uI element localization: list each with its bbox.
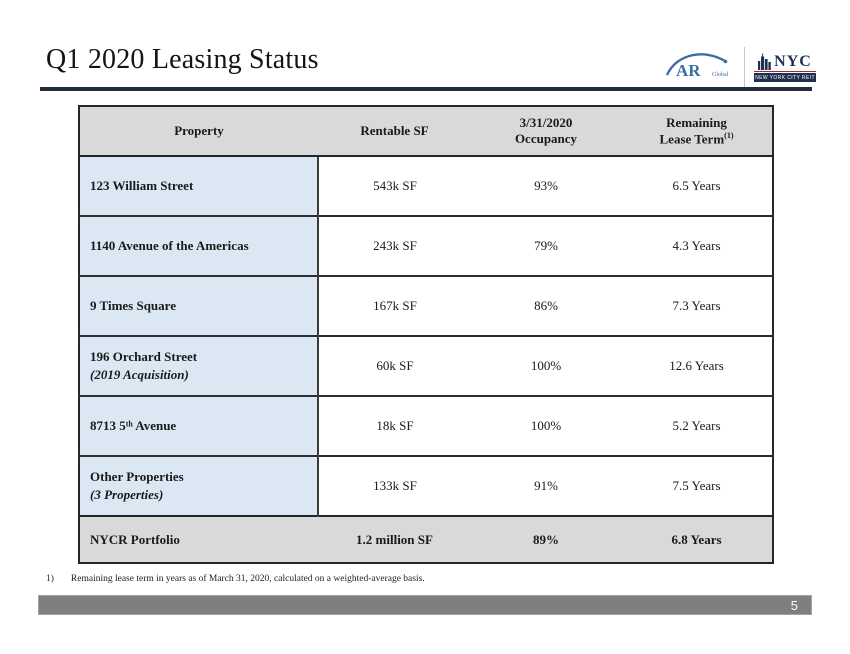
lease-term-cell: 12.6 Years <box>621 336 773 396</box>
property-cell: Other Properties (3 Properties) <box>79 456 318 516</box>
lease-term-cell: 5.2 Years <box>621 396 773 456</box>
occupancy-cell: 79% <box>471 216 621 276</box>
property-cell: 196 Orchard Street (2019 Acquisition) <box>79 336 318 396</box>
property-cell: 9 Times Square <box>79 276 318 336</box>
rentable-sf-cell: 543k SF <box>318 156 471 216</box>
property-cell: 123 William Street <box>79 156 318 216</box>
total-lease-term-cell: 6.8 Years <box>621 516 773 563</box>
table-row <box>79 396 773 456</box>
title-underline <box>40 87 812 91</box>
nyc-logo-tagline: NEW YORK CITY REIT <box>755 74 815 81</box>
occupancy-cell: 91% <box>471 456 621 516</box>
property-cell: 8713 5ᵗʰ Avenue <box>79 396 318 456</box>
page-title: Q1 2020 Leasing Status <box>46 44 319 75</box>
occupancy-cell: 93% <box>471 156 621 216</box>
ar-global-logo <box>665 47 735 87</box>
leasing-table <box>78 105 774 564</box>
column-header-rentable-sf: Rentable SF <box>318 106 471 156</box>
rentable-sf-cell: 243k SF <box>318 216 471 276</box>
lease-term-cell: 7.3 Years <box>621 276 773 336</box>
property-cell: 1140 Avenue of the Americas <box>79 216 318 276</box>
nyc-reit-logo <box>754 53 816 82</box>
table-row <box>79 276 773 336</box>
nyc-logo-text: NYC <box>774 52 812 70</box>
footnote-text: Remaining lease term in years as of March 31, 2020, calculated on a weighted-average basis. <box>70 574 425 584</box>
column-header-lease-term: Remaining Lease Term$^{(1)}$ <box>621 106 773 156</box>
ar-swoosh-dot-icon <box>724 60 728 64</box>
ar-logo-suffix: Global <box>712 72 729 78</box>
footnote-superscript: (1) <box>724 130 734 140</box>
nyc-red-rule <box>754 71 816 73</box>
total-rentable-sf-cell: 1.2 million SF <box>318 516 471 563</box>
footer-bar <box>38 595 812 615</box>
logo-divider <box>744 47 745 87</box>
footnote-marker: 1) <box>46 574 54 584</box>
rentable-sf-cell: 18k SF <box>318 396 471 456</box>
occupancy-cell: 86% <box>471 276 621 336</box>
lease-term-cell: 4.3 Years <box>621 216 773 276</box>
occupancy-cell: 100% <box>471 336 621 396</box>
footnote <box>46 574 425 584</box>
total-occupancy-cell: 89% <box>471 516 621 563</box>
column-header-property: Property <box>79 106 318 156</box>
header-logos <box>665 46 816 88</box>
page-number: 5 <box>790 598 798 613</box>
lease-term-cell: 6.5 Years <box>621 156 773 216</box>
column-header-occupancy: 3/31/2020 Occupancy <box>471 106 621 156</box>
table-row <box>79 156 773 216</box>
total-row <box>79 516 773 563</box>
ar-logo-text: AR <box>676 61 701 80</box>
table-row <box>79 336 773 396</box>
table-row <box>79 216 773 276</box>
rentable-sf-cell: 133k SF <box>318 456 471 516</box>
lease-term-cell: 7.5 Years <box>621 456 773 516</box>
nyc-skyline-icon <box>758 53 772 70</box>
occupancy-cell: 100% <box>471 396 621 456</box>
rentable-sf-cell: 60k SF <box>318 336 471 396</box>
table-header-row <box>79 106 773 156</box>
rentable-sf-cell: 167k SF <box>318 276 471 336</box>
total-property-cell: NYCR Portfolio <box>79 516 318 563</box>
table-row <box>79 456 773 516</box>
